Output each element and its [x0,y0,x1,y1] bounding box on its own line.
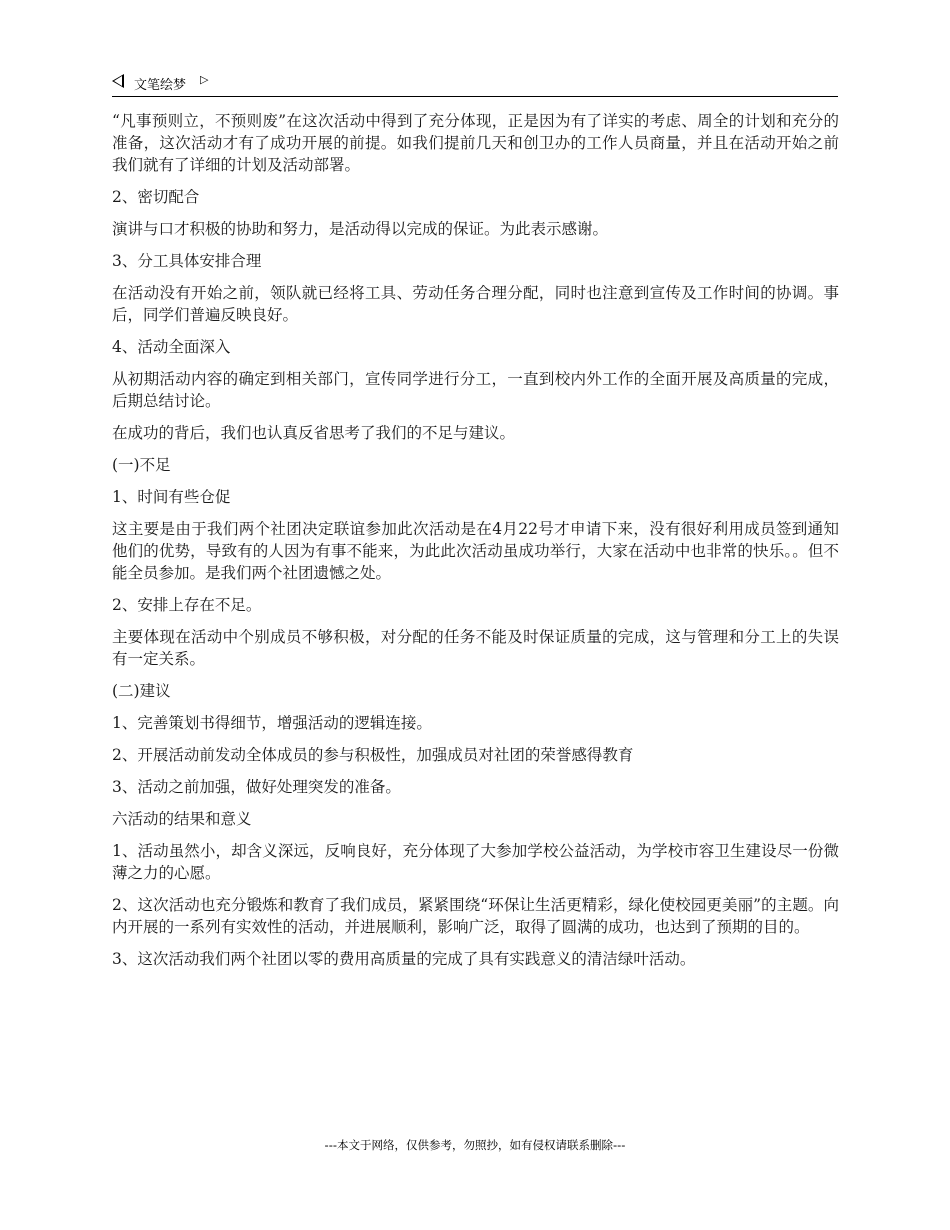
list-item: 3、活动之前加强，做好处理突发的准备。 [112,778,401,796]
header-brand: 文笔绘梦 [134,78,187,93]
section-heading: (一)不足 [112,456,171,474]
section-heading: 4、活动全面深入 [112,338,231,356]
section-heading: 3、分工具体安排合理 [112,252,262,270]
section-heading: 六活动的结果和意义 [112,810,252,828]
paragraph: 这主要是由于我们两个社团决定联谊参加此次活动是在4月22号才申请下来，没有很好利用成员签到通知他们的优势，导致有的人因为有事不能来，为此此次活动虽成功举行，大家在活动中也非常的快乐。。但不能全员参加。是我们两个社团遗憾之处。 [112,520,839,582]
right-triangle-icon: ▷ [200,73,209,86]
paragraph: 在活动没有开始之前，领队就已经将工具、劳动任务合理分配，同时也注意到宣传及工作时间的协调。事后，同学们普遍反映良好。 [112,284,839,324]
section-heading: (二)建议 [112,682,171,700]
page-footer: ---本文于网络，仅供参考，勿照抄，如有侵权请联系删除--- [324,1138,626,1152]
document-body [112,110,839,980]
list-item: 3、这次活动我们两个社团以零的费用高质量的完成了具有实践意义的清洁绿叶活动。 [112,950,696,968]
section-heading: 2、密切配合 [112,188,200,206]
paragraph: 演讲与口才积极的协助和努力，是活动得以完成的保证。为此表示感谢。 [112,220,609,238]
list-item: 2、这次活动也充分锻炼和教育了我们成员，紧紧围绕“环保让生活更精彩，绿化使校园更美丽”的主题。向内开展的一系列有实效性的活动，并进展顺利，影响广泛，取得了圆满的成功，也达到了预期的目的。 [112,896,839,936]
page-header [112,72,838,97]
paragraph: 在成功的背后，我们也认真反省思考了我们的不足与建议。 [112,424,516,442]
paragraph: 主要体现在活动中个别成员不够积极，对分配的任务不能及时保证质量的完成，这与管理和分工上的失误有一定关系。 [112,628,839,668]
section-heading: 2、安排上存在不足。 [112,596,262,614]
section-heading: 1、时间有些仓促 [112,488,231,506]
paragraph: 从初期活动内容的确定到相关部门，宣传同学进行分工，一直到校内外工作的全面开展及高质量的完成，后期总结讨论。 [112,370,839,410]
list-item: 1、完善策划书得细节，增强活动的逻辑连接。 [112,714,432,732]
left-triangle-icon [112,74,124,88]
list-item: 1、活动虽然小，却含义深远，反响良好，充分体现了大参加学校公益活动，为学校市容卫生建设尽一份微薄之力的心愿。 [112,842,839,882]
paragraph: “凡事预则立，不预则废”在这次活动中得到了充分体现，正是因为有了详实的考虑、周全的计划和充分的准备，这次活动才有了成功开展的前提。如我们提前几天和创卫办的工作人员商量，并且在活动开始之前我们就有了详细的计划及活动部署。 [112,112,839,174]
list-item: 2、开展活动前发动全体成员的参与积极性，加强成员对社团的荣誉感得教育 [112,746,634,764]
